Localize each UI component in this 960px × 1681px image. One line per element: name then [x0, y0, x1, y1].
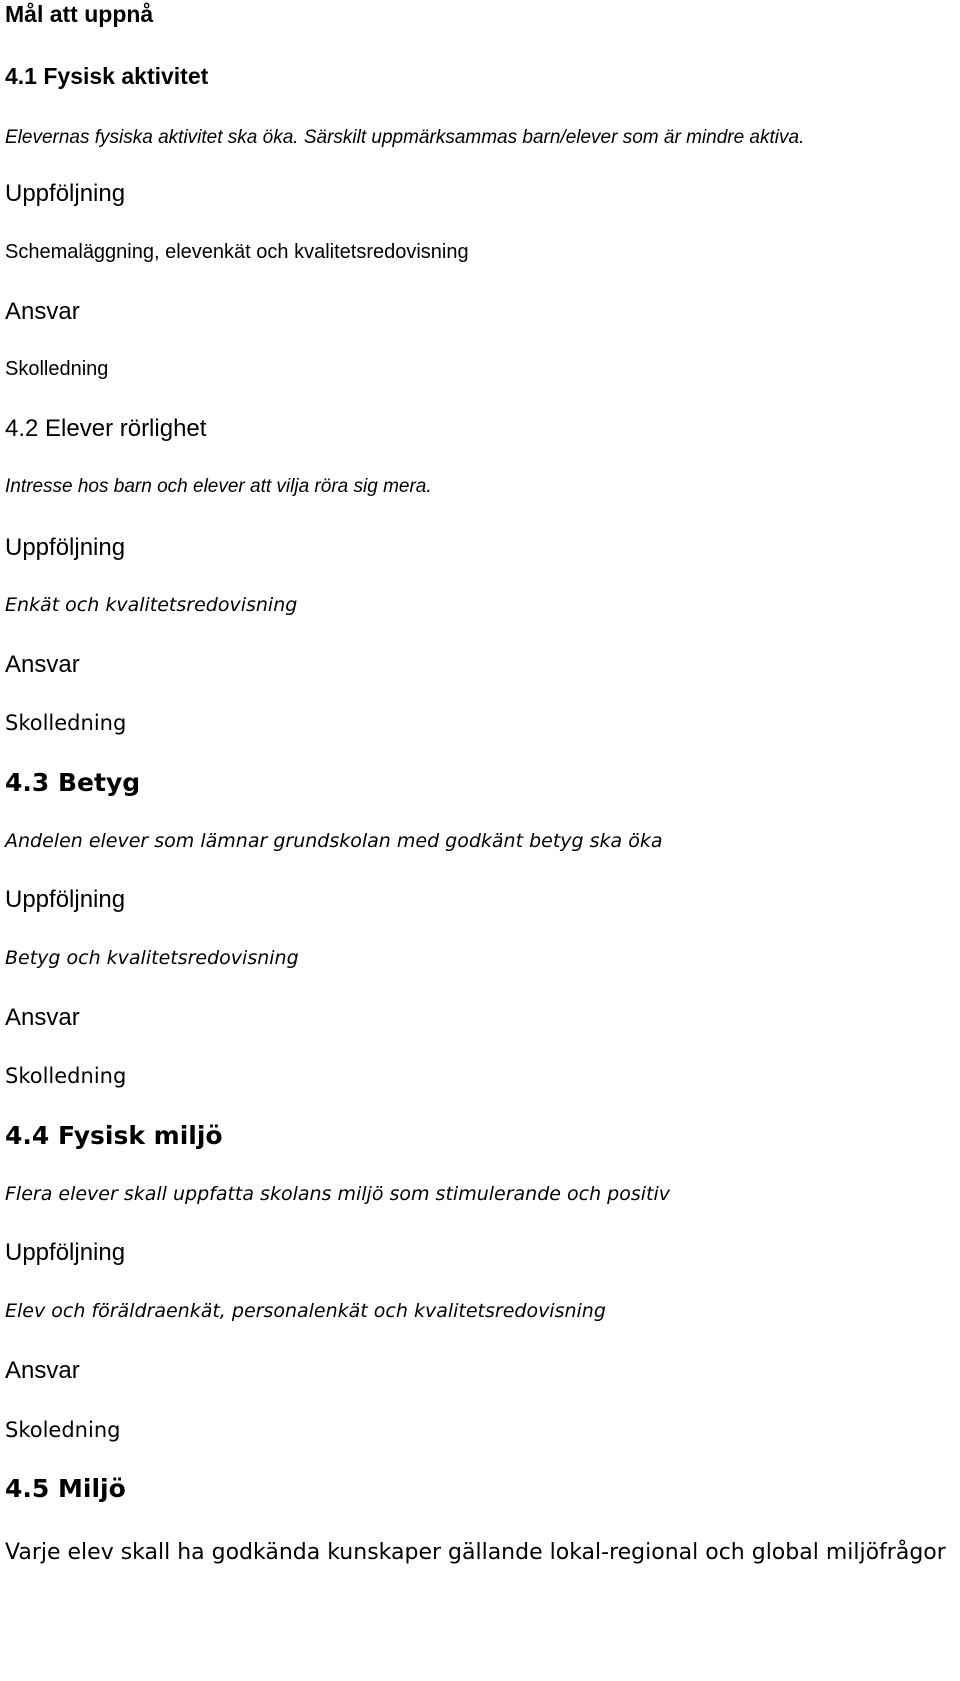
followup-label-4-3: Uppföljning — [5, 886, 126, 913]
followup-text-4-1: Schemaläggning, elevenkät och kvalitetsredovisning — [5, 241, 469, 263]
section-heading-4-3: 4.3 Betyg — [5, 768, 141, 797]
followup-label-4-1: Uppföljning — [5, 180, 126, 207]
responsibility-text-4-4: Skoledning — [5, 1418, 121, 1442]
responsibility-text-4-3: Skolledning — [5, 1064, 127, 1088]
section-goal-4-2: Intresse hos barn och elever att vilja röra sig mera. — [5, 476, 432, 497]
section-heading-4-2: 4.2 Elever rörlighet — [5, 415, 207, 442]
responsibility-label-4-3: Ansvar — [5, 1004, 80, 1031]
followup-text-4-2: Enkät och kvalitetsredovisning — [5, 594, 298, 616]
section-goal-4-1: Elevernas fysiska aktivitet ska öka. Särskilt uppmärksammas barn/elever som är mindre aktiva. — [5, 127, 805, 148]
followup-text-4-4: Elev och föräldraenkät, personalenkät och kvalitetsredovisning — [5, 1300, 606, 1322]
section-heading-4-5: 4.5 Miljö — [5, 1474, 126, 1503]
responsibility-label-4-4: Ansvar — [5, 1357, 80, 1384]
followup-text-4-3: Betyg och kvalitetsredovisning — [5, 947, 299, 969]
page-title: Mål att uppnå — [5, 1, 154, 27]
section-goal-4-4: Flera elever skall uppfatta skolans miljö som stimulerande och positiv — [5, 1183, 670, 1205]
responsibility-text-4-2: Skolledning — [5, 711, 127, 735]
responsibility-label-4-2: Ansvar — [5, 651, 80, 678]
section-goal-4-3: Andelen elever som lämnar grundskolan med godkänt betyg ska öka — [5, 830, 663, 852]
followup-label-4-2: Uppföljning — [5, 534, 126, 561]
section-goal-4-5: Varje elev skall ha godkända kunskaper gällande lokal-regional och global miljöfrågor — [5, 1540, 946, 1565]
responsibility-text-4-1: Skolledning — [5, 358, 109, 380]
section-heading-4-4: 4.4 Fysisk miljö — [5, 1121, 223, 1150]
section-heading-4-1: 4.1 Fysisk aktivitet — [5, 63, 209, 89]
responsibility-label-4-1: Ansvar — [5, 298, 80, 325]
followup-label-4-4: Uppföljning — [5, 1239, 126, 1266]
